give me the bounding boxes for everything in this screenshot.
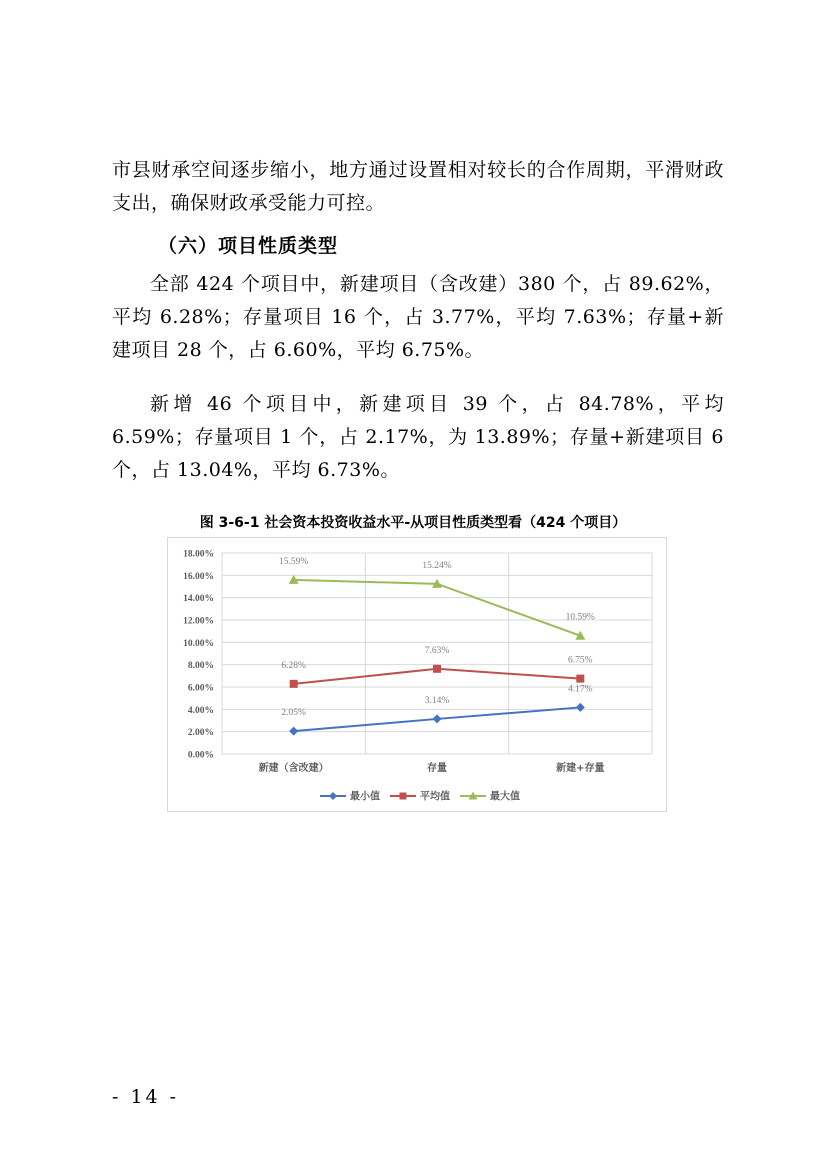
data-point-diamond (289, 727, 298, 736)
data-point-square (290, 680, 298, 688)
paragraph-3: 新增 46 个项目中，新建项目 39 个，占 84.78%，平均 6.59%；存量项目 1 个，占 2.17%，为 13.89%；存量+新建项目 6 个，占 13.04%，平均 6.73%。 (112, 393, 724, 481)
y-tick-label: 0.00% (187, 750, 214, 761)
data-label: 15.24% (422, 560, 452, 571)
y-tick-label: 18.00% (183, 549, 214, 560)
y-tick-label: 6.00% (187, 683, 214, 694)
data-label: 6.75% (568, 655, 593, 666)
legend-marker (329, 792, 337, 800)
x-tick-label: 新建+存量 (556, 763, 605, 774)
legend-marker (400, 793, 407, 800)
section-heading: （六）项目性质类型 (158, 235, 339, 257)
paragraph-1: 市县财承空间逐步缩小，地方通过设置相对较长的合作周期，平滑财政支出，确保财政承受能力可控。 (112, 159, 724, 214)
data-label: 7.63% (424, 645, 450, 656)
data-label: 10.59% (565, 612, 595, 623)
data-label: 6.28% (281, 660, 306, 671)
data-point-diamond (433, 714, 442, 723)
data-point-square (433, 665, 441, 673)
paragraph-2: 全部 424 个项目中，新建项目（含改建）380 个，占 89.62%，平均 6.28%；存量项目 16 个，占 3.77%，平均 7.63%；存量+新建项目 28 个，占 6.60%，平均 6.75%。 (112, 273, 724, 361)
legend-label: 最小值 (350, 791, 380, 803)
data-point-square (576, 675, 584, 683)
data-label: 3.14% (424, 695, 450, 706)
y-tick-label: 2.00% (187, 728, 214, 739)
legend-label: 平均值 (420, 791, 450, 803)
page-number: - 14 - (112, 1086, 180, 1108)
x-tick-label: 存量 (427, 763, 447, 774)
data-label: 15.59% (279, 556, 309, 567)
y-tick-label: 8.00% (187, 661, 214, 672)
y-tick-label: 12.00% (183, 616, 214, 627)
data-label: 2.05% (281, 708, 306, 719)
chart-container (167, 537, 667, 812)
y-tick-label: 16.00% (183, 571, 214, 582)
legend-label: 最大值 (490, 791, 520, 803)
line-chart (168, 538, 668, 813)
data-label: 4.17% (568, 684, 593, 695)
x-tick-label: 新建（含改建） (258, 763, 329, 774)
y-tick-label: 10.00% (183, 638, 214, 649)
data-point-diamond (576, 703, 585, 712)
y-tick-label: 14.00% (183, 594, 214, 605)
figure-caption: 图 3-6-1 社会资本投资收益水平-从项目性质类型看（424 个项目） (199, 515, 627, 531)
y-tick-label: 4.00% (187, 705, 214, 716)
series-line (294, 580, 581, 636)
